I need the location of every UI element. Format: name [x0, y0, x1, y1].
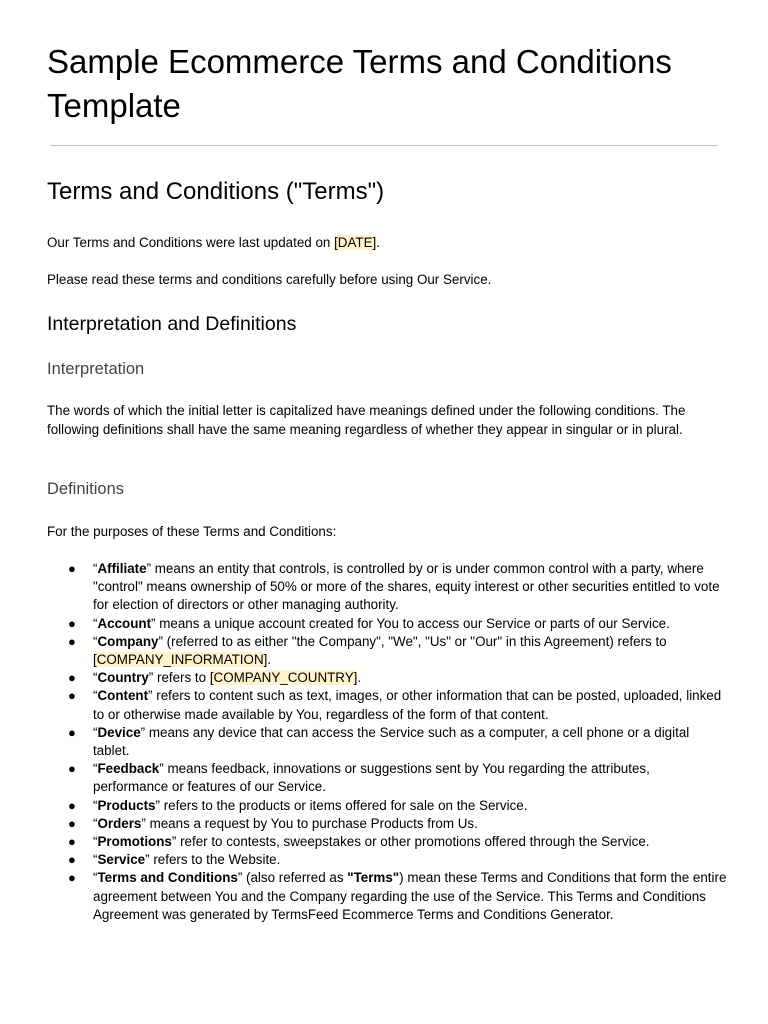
open-quote: “: [93, 688, 98, 704]
last-updated-prefix: Our Terms and Conditions were last updated on: [47, 235, 335, 250]
close-quote: ”: [237, 870, 243, 886]
read-notice-paragraph: Please read these terms and conditions carefully before using Our Service.: [47, 272, 492, 287]
definition-item-terms-and-conditions: [47, 869, 727, 924]
open-quote: “: [93, 834, 98, 850]
close-quote: ”: [141, 815, 146, 831]
definition-text: means an entity that controls, is controlled by or is under common control with a party, where "control" means ownership of 50% or more of the shares, equity interest or other securities entitled to vote for election of directors or other managing authority.: [93, 561, 720, 613]
open-quote: “: [93, 633, 98, 649]
definition-item-orders: [47, 815, 727, 833]
definitions-intro-paragraph: For the purposes of these Terms and Conditions:: [47, 524, 337, 539]
definition-item-country: [47, 669, 727, 687]
last-updated-paragraph: [47, 234, 727, 253]
bullet-icon: ●: [68, 870, 76, 886]
definition-term: Service: [97, 852, 146, 868]
open-quote: “: [93, 761, 98, 777]
definition-text: refers to the products or items offered for sale on the Service.: [159, 797, 528, 813]
bullet-icon: ●: [68, 724, 76, 740]
close-quote: ”: [148, 670, 154, 686]
definition-item-affiliate: [47, 560, 727, 615]
definition-item-device: [47, 724, 727, 760]
definition-term: Content: [97, 688, 149, 704]
open-quote: “: [93, 724, 98, 740]
company-information-placeholder: [COMPANY_INFORMATION]: [93, 652, 268, 668]
definition-term: Terms and Conditions: [97, 870, 238, 886]
interpretation-paragraph: The words of which the initial letter is capitalized have meanings defined under the following conditions. The following definitions shall have the same meaning regardless of whether they appear in singular or in plural.: [47, 403, 686, 437]
definition-text: refers to: [153, 670, 210, 686]
bullet-icon: ●: [68, 761, 76, 777]
close-quote: ”: [159, 761, 164, 777]
bullet-icon: ●: [68, 670, 76, 686]
definition-item-account: [47, 615, 727, 633]
interpretation-definitions-heading: Interpretation and Definitions: [47, 313, 297, 335]
definition-text: means feedback, innovations or suggestions sent by You regarding the attributes, performance or features of our Service.: [93, 761, 650, 795]
definitions-list: [47, 560, 727, 924]
open-quote: “: [93, 870, 98, 886]
definition-text: (referred to as either "the Company", "We", "Us" or "Our" in this Agreement) refers to: [162, 633, 667, 649]
terms-short-name: "Terms": [347, 870, 400, 886]
document-title: Sample Ecommerce Terms and Conditions Template: [47, 43, 672, 124]
bullet-icon: ●: [68, 633, 76, 649]
close-quote: ”: [148, 688, 153, 704]
interpretation-subheading: Interpretation: [47, 360, 145, 378]
definition-text: means any device that can access the Service such as a computer, a cell phone or a digital tablet.: [93, 724, 690, 759]
definition-tail: .: [357, 670, 362, 686]
close-quote: ”: [145, 852, 150, 868]
close-quote: ”: [151, 615, 156, 631]
open-quote: “: [93, 852, 98, 868]
title-divider: [50, 145, 717, 146]
definition-item-products: [47, 797, 727, 815]
close-quote: ”: [158, 633, 163, 649]
definition-term: Promotions: [97, 834, 172, 850]
definition-text: means a request by You to purchase Products from Us.: [145, 815, 478, 831]
definition-item-promotions: [47, 833, 727, 851]
open-quote: “: [93, 797, 98, 813]
close-quote: ”: [155, 797, 160, 813]
definition-text: refers to content such as text, images, or other information that can be posted, uploaded, linked to or otherwise made available by You, regardless of the form of that content.: [93, 688, 722, 722]
last-updated-suffix: .: [376, 235, 380, 250]
company-country-placeholder: [COMPANY_COUNTRY]: [209, 670, 358, 686]
definition-text: refers to the Website.: [149, 852, 281, 868]
definition-term: Device: [97, 724, 141, 740]
definition-term: Company: [97, 633, 159, 649]
definition-tail: .: [267, 652, 272, 668]
definition-term: Affiliate: [97, 561, 147, 576]
bullet-icon: ●: [68, 561, 76, 576]
definition-item-content: [47, 687, 727, 723]
bullet-icon: ●: [68, 688, 76, 704]
definition-term: Products: [97, 797, 156, 813]
definition-item-company: [47, 633, 727, 669]
bullet-icon: ●: [68, 797, 76, 813]
open-quote: “: [93, 561, 98, 576]
close-quote: ”: [171, 834, 177, 850]
definition-term: Country: [97, 670, 149, 686]
terms-heading: Terms and Conditions ("Terms"): [47, 178, 385, 205]
bullet-icon: ●: [68, 815, 76, 831]
open-quote: “: [93, 815, 98, 831]
close-quote: ”: [146, 561, 152, 576]
definition-term: Orders: [97, 815, 142, 831]
close-quote: ”: [140, 724, 146, 740]
open-quote: “: [93, 670, 98, 686]
definition-text: means a unique account created for You to access our Service or parts of our Service.: [155, 615, 670, 631]
definition-tail: ) mean these Terms and Conditions that form the entire agreement between You and the Company regarding the use of the Service. This Terms and Conditions Agreement was generated by TermsFeed Ecommerce Terms and Conditions Generator.: [93, 870, 727, 922]
definition-term: Account: [97, 615, 152, 631]
definition-item-service: [47, 851, 727, 869]
definition-term: Feedback: [97, 761, 160, 777]
bullet-icon: ●: [68, 615, 76, 631]
date-placeholder: [DATE]: [334, 235, 377, 250]
definition-text: refer to contests, sweepstakes or other promotions offered through the Service.: [176, 834, 650, 850]
definitions-subheading: Definitions: [47, 480, 125, 498]
bullet-icon: ●: [68, 834, 76, 850]
open-quote: “: [93, 615, 98, 631]
definition-item-feedback: [47, 760, 727, 796]
bullet-icon: ●: [68, 852, 76, 868]
definition-text: (also referred as: [242, 870, 348, 886]
